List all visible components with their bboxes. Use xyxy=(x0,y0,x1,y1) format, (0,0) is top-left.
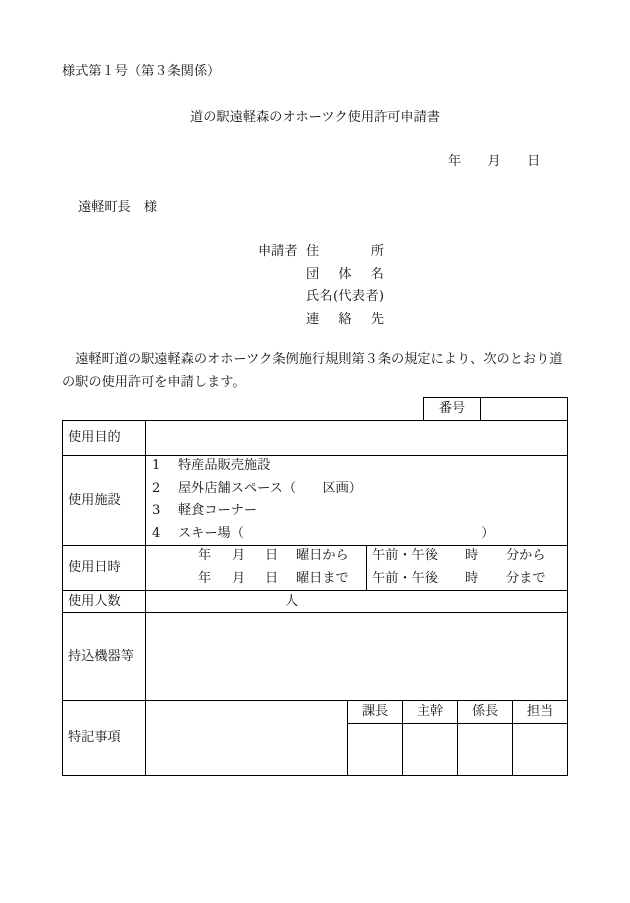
approval-stamp-cell xyxy=(402,723,458,776)
from-month: 月 xyxy=(232,548,246,563)
facility-item-number: 4 xyxy=(152,525,161,541)
applicant-representative-label: 氏名(代表者) xyxy=(306,289,384,304)
approval-title: 主幹 xyxy=(416,704,444,719)
equipment-label-cell xyxy=(62,612,146,701)
from-day: 日 xyxy=(265,548,279,563)
to-weekday: 曜日まで xyxy=(296,570,349,586)
number-value-cell xyxy=(480,397,568,421)
approval-title: 担当 xyxy=(526,704,554,719)
from-hour: 時 xyxy=(465,548,479,563)
facility-item xyxy=(152,455,495,478)
approval-header-cell xyxy=(347,700,403,724)
to-year: 年 xyxy=(198,570,212,586)
applicant-address-label: 住 所 xyxy=(306,244,384,259)
number-label: 番号 xyxy=(438,401,466,416)
to-month: 月 xyxy=(232,570,246,586)
approval-header-cell xyxy=(402,700,458,724)
datetime-label: 使用日時 xyxy=(68,560,121,575)
number-label-cell xyxy=(423,397,481,421)
equipment-value-cell xyxy=(145,612,568,701)
facility-item-name: 軽食コーナー xyxy=(178,503,258,518)
purpose-label-cell xyxy=(62,420,146,456)
facility-item-number: 3 xyxy=(152,503,161,518)
approval-title: 係長 xyxy=(471,704,499,719)
facility-list xyxy=(152,455,495,545)
to-hour: 時 xyxy=(465,570,479,586)
applicant-organization-label: 団 体 名 xyxy=(306,266,384,282)
intro-paragraph: 遠軽町道の駅遠軽森のオホーツク条例施行規則第３条の規定により、次のとおり道の駅の使用許可を申請します。 xyxy=(62,352,563,390)
facility-item-number: 2 xyxy=(152,480,161,496)
persons-label: 使用人数 xyxy=(68,593,121,609)
notes-label: 特記事項 xyxy=(68,730,121,745)
to-minute: 分まで xyxy=(506,570,546,586)
form-number: 様式第１号（第３条関係） xyxy=(62,64,221,79)
persons-unit: 人 xyxy=(285,594,299,609)
page-title: 道の駅遠軽森のオホーツク使用許可申請書 xyxy=(190,110,440,125)
approval-stamp-cell xyxy=(512,723,568,776)
facility-item xyxy=(152,478,495,501)
purpose-value-cell xyxy=(145,420,568,456)
facility-value-cell xyxy=(145,455,568,546)
from-weekday: 曜日から xyxy=(296,548,349,563)
from-year: 年 xyxy=(198,548,212,563)
datetime-date-cell xyxy=(145,545,367,591)
approval-stamp-cell xyxy=(457,723,513,776)
facility-item-name: スキー場（ ） xyxy=(178,525,495,541)
facility-item xyxy=(152,523,495,546)
facility-item xyxy=(152,500,495,523)
datetime-time-cell xyxy=(366,545,568,591)
equipment-label: 持込機器等 xyxy=(68,648,134,664)
approval-stamp-cell xyxy=(347,723,403,776)
approval-header-cell xyxy=(457,700,513,724)
datetime-label-cell xyxy=(62,545,146,591)
addressee: 遠軽町長 様 xyxy=(78,200,158,215)
from-ampm: 午前・午後 xyxy=(372,548,438,563)
facility-item-name: 特産品販売施設 xyxy=(178,458,271,473)
approval-title: 課長 xyxy=(361,704,389,719)
facility-label: 使用施設 xyxy=(68,492,121,508)
purpose-label: 使用目的 xyxy=(68,430,121,445)
notes-label-cell xyxy=(62,700,146,776)
from-minute: 分から xyxy=(506,548,546,563)
applicant-contact-label: 連 絡 先 xyxy=(306,311,384,327)
notes-value-cell xyxy=(145,700,348,776)
approval-header-cell xyxy=(512,700,568,724)
to-ampm: 午前・午後 xyxy=(372,570,438,586)
facility-item-number: 1 xyxy=(152,458,161,473)
persons-label-cell xyxy=(62,590,146,613)
persons-value-cell xyxy=(145,590,568,613)
to-day: 日 xyxy=(265,570,279,586)
application-date: 年 月 日 xyxy=(448,154,541,169)
applicant-label: 申請者 xyxy=(258,244,298,259)
facility-label-cell xyxy=(62,455,146,546)
facility-item-name: 屋外店舗スペース（ 区画） xyxy=(178,480,362,496)
